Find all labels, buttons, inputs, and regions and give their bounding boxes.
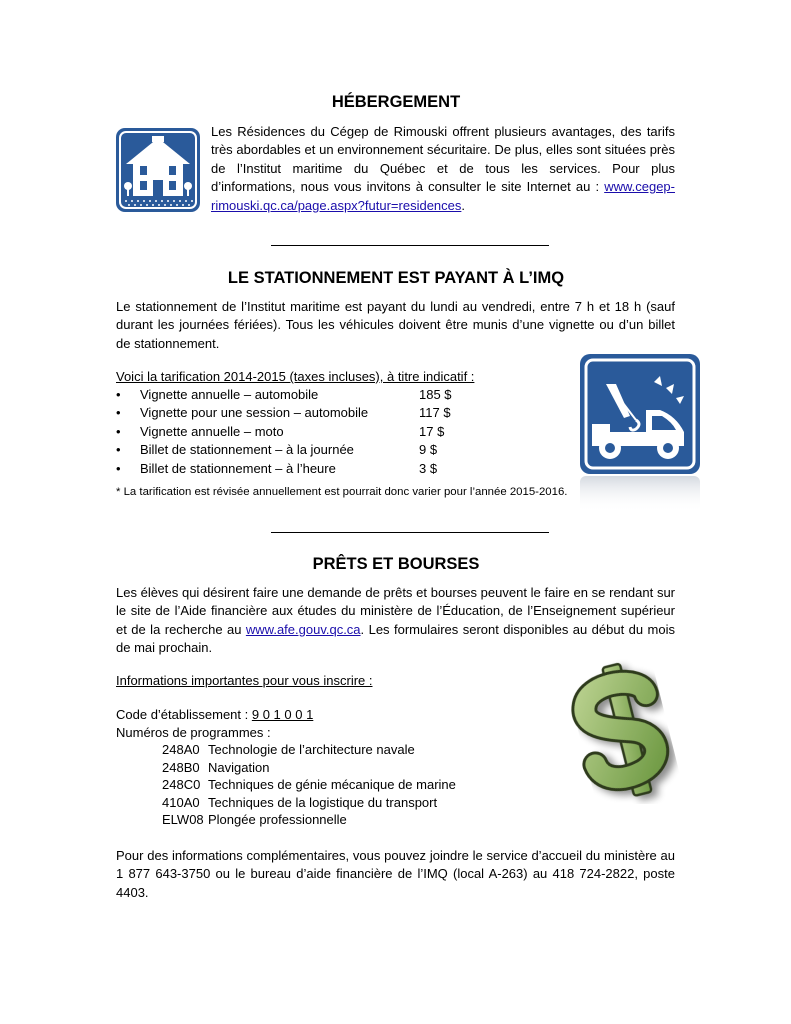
- programs-list: [162, 741, 522, 829]
- loans-paragraph-end: . Les formulaires seront disponibles au début du mois de mai prochain.: [116, 621, 675, 656]
- rate-name: Billet de stationnement – à la journée: [140, 442, 354, 458]
- info-heading: Informations importantes pour vous inscrire :: [116, 673, 373, 688]
- rate-price: 3 $: [419, 460, 438, 476]
- loans-paragraph-text: Les élèves qui désirent faire une demande de prêts et bourses peuvent le faire en se rendant sur le site de l’Aide financière aux études du ministère de l’Éducation, de l’Enseignement supérieur et de la recherche au: [116, 585, 675, 637]
- program-title: Plongée professionnelle: [208, 812, 347, 828]
- list-item: [116, 460, 516, 478]
- housing-title: HÉBERGEMENT: [331, 93, 461, 111]
- program-title: Navigation: [208, 759, 270, 775]
- residences-link[interactable]: www.cegep-rimouski.qc.ca/page.aspx?futur=residences: [211, 179, 675, 213]
- program-title: Techniques de la logistique du transport: [208, 794, 438, 810]
- program-code: 248B0: [162, 759, 200, 775]
- list-item: [116, 441, 516, 459]
- rate-price: 185 $: [419, 387, 452, 402]
- bullet: •: [116, 442, 121, 458]
- rates-list: [116, 386, 516, 478]
- house-icon: [116, 128, 200, 212]
- rates-intro: Voici la tarification 2014-2015 (taxes incluses), à titre indicatif :: [116, 369, 475, 384]
- tow-truck-icon: [580, 354, 700, 512]
- establishment-label: Code d’établissement :: [116, 707, 252, 722]
- rate-name: Billet de stationnement – à l’heure: [140, 460, 336, 476]
- list-item: [116, 386, 516, 404]
- rates-note: * La tarification est révisée annuellement est pourrait donc varier pour l’année 2015-2016.: [116, 486, 568, 498]
- program-code: 248A0: [162, 742, 200, 757]
- housing-paragraph-end: .: [461, 197, 466, 213]
- housing-paragraph-text: Les Résidences du Cégep de Rimouski offrent plusieurs avantages, des tarifs très abordables et un environnement sécuritaire. De plus, elles sont situées près de l’Institut maritime du Québec et de tous les services. Pour plus d’informations, nous vous invitons à consulter le site Internet au :: [211, 124, 675, 195]
- contact-paragraph: Pour des informations complémentaires, vous pouvez joindre le service d’accueil du ministère au 1 877 643-3750 ou le bureau d’aide financière de l’IMQ (local A-263) au 418 724-2822, poste 4403.: [116, 848, 675, 900]
- program-code: 410A0: [162, 794, 200, 810]
- program-code: ELW08: [162, 812, 204, 828]
- loans-paragraph: [116, 584, 675, 658]
- section-divider: [271, 245, 549, 246]
- establishment-line: [116, 706, 313, 724]
- rate-name: Vignette annuelle – moto: [140, 423, 284, 439]
- list-item: [162, 794, 522, 812]
- list-item: [116, 404, 516, 422]
- programs-label: Numéros de programmes :: [116, 725, 271, 740]
- establishment-code: 9 0 1 0 0 1: [251, 707, 314, 722]
- program-title: Techniques de génie mécanique de marine: [208, 777, 456, 793]
- list-item: [162, 811, 522, 829]
- bullet: •: [116, 423, 121, 439]
- rate-name: Vignette annuelle – automobile: [140, 387, 319, 402]
- bullet: •: [116, 460, 121, 476]
- dollar-sign-icon: [562, 656, 690, 804]
- rate-price: 117 $: [419, 405, 451, 421]
- loans-title: PRÊTS ET BOURSES: [312, 555, 480, 573]
- housing-paragraph: [211, 123, 675, 215]
- rate-price: 17 $: [419, 423, 445, 439]
- rate-name: Vignette pour une session – automobile: [140, 405, 369, 421]
- rate-price: 9 $: [419, 442, 438, 458]
- program-code: 248C0: [162, 777, 201, 793]
- program-title: Technologie de l’architecture navale: [208, 742, 415, 757]
- parking-paragraph: Le stationnement de l’Institut maritime est payant du lundi au vendredi, entre 7 h et 18 h (sauf durant les journées fériées). Tous les véhicules doivent être munis d’une vignette ou d’un billet de stationnement.: [116, 299, 675, 351]
- list-item: [162, 776, 522, 794]
- list-item: [162, 759, 522, 777]
- list-item: [116, 423, 516, 441]
- parking-title: LE STATIONNEMENT EST PAYANT À L’IMQ: [227, 269, 565, 287]
- afe-link[interactable]: www.afe.gouv.qc.ca: [245, 621, 361, 637]
- bullet: •: [116, 405, 121, 421]
- list-item: [162, 741, 522, 759]
- bullet: •: [116, 387, 121, 402]
- section-divider: [271, 532, 549, 533]
